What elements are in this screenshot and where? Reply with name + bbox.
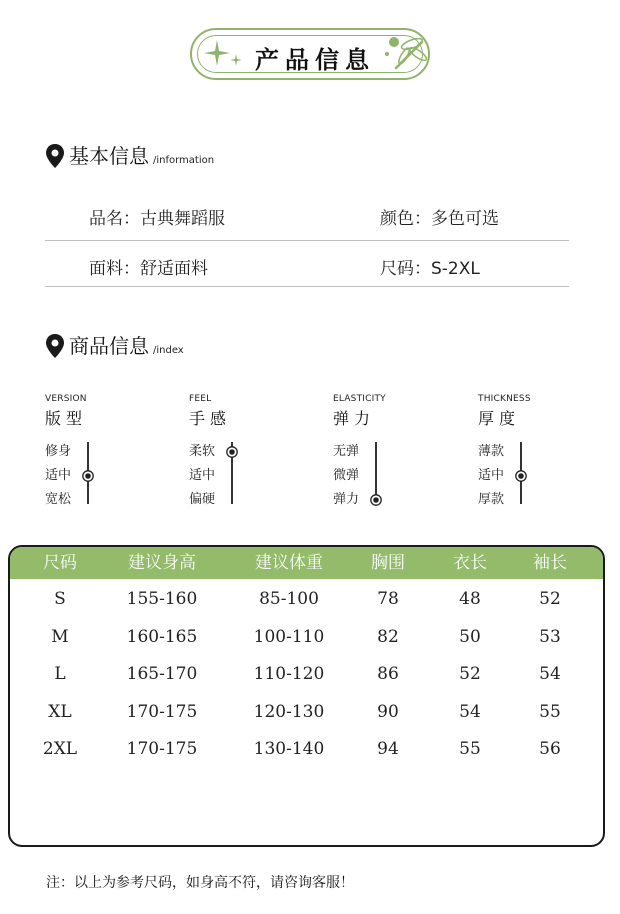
product-color: 颜色：多色可选 [380, 209, 499, 229]
product-size-range: 尺码：S-2XL [380, 259, 480, 279]
table-cell: 165-170 [126, 664, 198, 684]
table-cell: 78 [377, 589, 399, 609]
table-cell: S [54, 589, 66, 609]
table-cell: 86 [377, 664, 399, 684]
attribute-cn-label: 弹力 [333, 409, 376, 428]
attribute-option: 薄款 [478, 444, 505, 459]
attribute-cn-label: 厚度 [478, 409, 521, 428]
attribute-en-label: VERSION [45, 394, 87, 404]
attribute-en-label: THICKNESS [478, 394, 531, 404]
selected-level-marker [515, 470, 527, 482]
column-header: 建议身高 [128, 553, 196, 573]
selected-level-marker [370, 494, 382, 506]
product-info-subtitle: /index [153, 345, 184, 356]
column-header: 胸围 [371, 553, 405, 573]
size-note: 注：以上为参考尺码，如身高不符，请咨询客服！ [46, 875, 354, 891]
table-cell: 54 [459, 701, 481, 722]
size-table-header [10, 547, 603, 579]
table-cell: M [51, 626, 69, 647]
attribute-cn-label: 版型 [45, 409, 88, 428]
product-name: 品名：古典舞蹈服 [89, 209, 225, 229]
table-cell: 56 [539, 739, 561, 759]
attribute-en-label: ELASTICITY [333, 394, 386, 404]
sparkle-icon [203, 38, 245, 72]
location-pin-icon [45, 143, 65, 169]
column-header: 衣长 [453, 553, 487, 573]
attribute-version [45, 394, 155, 514]
divider [45, 286, 569, 287]
attribute-en-label: FEEL [189, 394, 212, 404]
table-cell: 94 [377, 739, 399, 759]
attribute-thickness [478, 394, 588, 514]
table-cell: XL [48, 701, 72, 722]
attribute-option: 适中 [45, 468, 72, 483]
attribute-option: 厚款 [478, 492, 505, 507]
attribute-options [189, 440, 215, 512]
table-cell: 90 [377, 701, 399, 722]
attribute-option: 柔软 [189, 444, 216, 459]
table-cell: 170-175 [126, 739, 198, 759]
attribute-option: 无弹 [333, 444, 360, 459]
size-table [8, 545, 605, 847]
table-cell: 53 [539, 626, 561, 647]
table-cell: 100-110 [253, 626, 325, 647]
attribute-feel [189, 394, 299, 514]
basic-info-subtitle: /information [153, 155, 215, 166]
table-cell: 55 [539, 701, 561, 722]
table-cell: 85-100 [259, 589, 319, 609]
table-cell: 54 [539, 664, 561, 684]
attribute-option: 适中 [189, 468, 216, 483]
banner-title: 产品信息 [255, 45, 375, 74]
attribute-option: 偏硬 [189, 492, 216, 507]
attribute-options [478, 440, 504, 512]
attribute-cn-label: 手感 [189, 409, 232, 428]
table-cell: 170-175 [126, 701, 198, 722]
table-cell: 52 [459, 664, 481, 684]
table-cell: 120-130 [253, 701, 325, 722]
basic-info-header [45, 140, 214, 169]
table-cell: 55 [459, 739, 481, 759]
location-pin-icon [45, 333, 65, 359]
table-cell: 2XL [42, 739, 78, 759]
table-cell: 155-160 [126, 589, 198, 609]
product-fabric: 面料：舒适面料 [89, 259, 208, 279]
attribute-options [45, 440, 71, 512]
table-cell: 52 [539, 589, 561, 609]
attribute-option: 弹力 [333, 492, 360, 507]
table-cell: 160-165 [126, 626, 198, 647]
attribute-option: 微弹 [333, 468, 360, 483]
table-cell: L [54, 664, 66, 684]
attribute-elasticity [333, 394, 443, 514]
product-info-header [45, 330, 184, 359]
column-header: 建议体重 [255, 553, 323, 573]
dragonfly-icon [378, 30, 430, 76]
attribute-option: 适中 [478, 468, 505, 483]
table-cell: 50 [459, 626, 481, 647]
divider [45, 240, 569, 241]
selected-level-marker [82, 470, 94, 482]
basic-info-title: 基本信息 [69, 144, 149, 168]
product-info-title: 商品信息 [69, 334, 149, 358]
attribute-option: 修身 [45, 444, 72, 459]
table-cell: 130-140 [253, 739, 325, 759]
column-header: 袖长 [533, 553, 567, 573]
table-cell: 110-120 [253, 664, 325, 684]
attribute-option: 宽松 [45, 492, 72, 507]
attribute-options [333, 440, 359, 512]
table-cell: 48 [459, 589, 481, 609]
table-cell: 82 [377, 626, 399, 647]
selected-level-marker [226, 446, 238, 458]
column-header: 尺码 [43, 553, 77, 573]
